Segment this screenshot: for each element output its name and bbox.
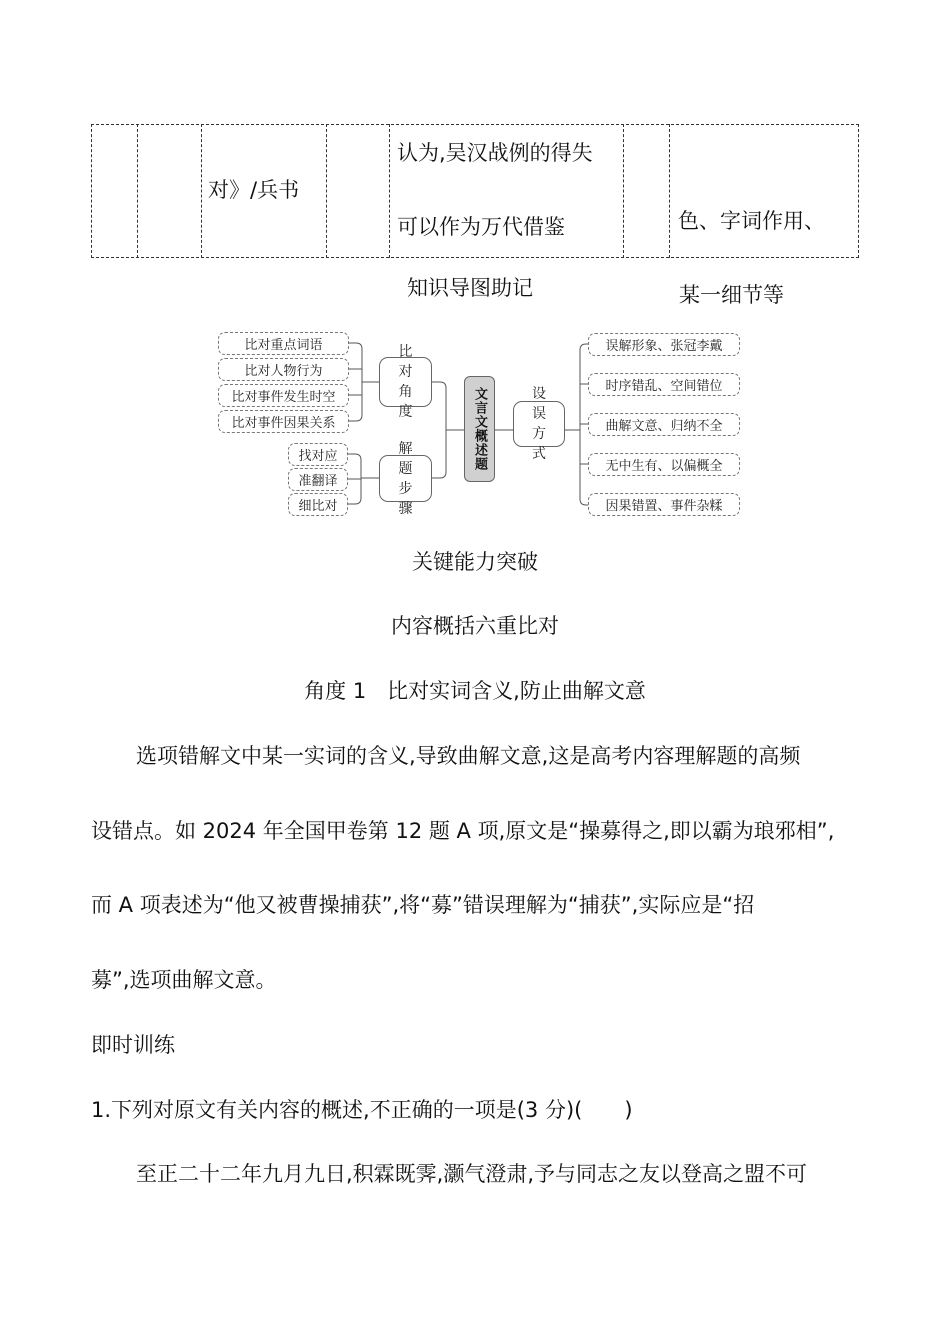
table-cell-text: 色、字词作用、 [678,209,825,233]
error-item: 误解形象、张冠李戴 [588,333,740,356]
table-cell-text: 对》/兵书 [208,178,300,202]
error-item: 无中生有、以偏概全 [588,453,740,476]
step-item: 找对应 [288,443,348,466]
training-label: 即时训练 [91,1033,175,1057]
step-item: 细比对 [288,493,348,516]
angle-item: 比对事件因果关系 [218,410,349,433]
hub-error-methods: 设误方式 [513,401,565,447]
mind-map-title: 知识导图助记 [407,276,533,300]
hub-solving-steps: 解题步骤 [379,455,432,502]
subsection-heading: 内容概括六重比对 [391,614,559,638]
question-1: 1.下列对原文有关内容的概述,不正确的一项是(3 分)( ) [91,1098,633,1122]
paragraph-line: 设错点。如 2024 年全国甲卷第 12 题 A 项,原文是“操募得之,即以霸为琅邪相”, [91,819,835,843]
table-cell-text: 可以作为万代借鉴 [397,215,565,239]
angle-item: 比对重点词语 [218,332,349,355]
paragraph-line: 而 A 项表述为“他又被曹操捕获”,将“募”错误理解为“捕获”,实际应是“招 [91,893,755,917]
hub-comparison-angle: 比对角度 [379,357,432,407]
step-item: 准翻译 [288,468,348,491]
center-node: 文言文概述题 [464,376,495,482]
paragraph-line: 选项错解文中某一实词的含义,导致曲解文意,这是高考内容理解题的高频 [136,744,801,768]
error-item: 因果错置、事件杂糅 [588,493,740,516]
angle-heading: 角度 1 比对实词含义,防止曲解文意 [304,679,646,703]
angle-item: 比对人物行为 [218,358,349,381]
error-item: 时序错乱、空间错位 [588,373,740,396]
error-item: 曲解文意、归纳不全 [588,413,740,436]
section-heading: 关键能力突破 [412,550,538,574]
table-cell-overflow-text: 某一细节等 [679,283,784,307]
table-cell-text: 认为,吴汉战例的得失 [397,141,593,165]
angle-item: 比对事件发生时空 [218,384,349,407]
passage-line: 至正二十二年九月九日,积霖既霁,灏气澄肃,予与同志之友以登高之盟不可 [136,1162,808,1186]
paragraph-line: 募”,选项曲解文意。 [91,968,277,992]
